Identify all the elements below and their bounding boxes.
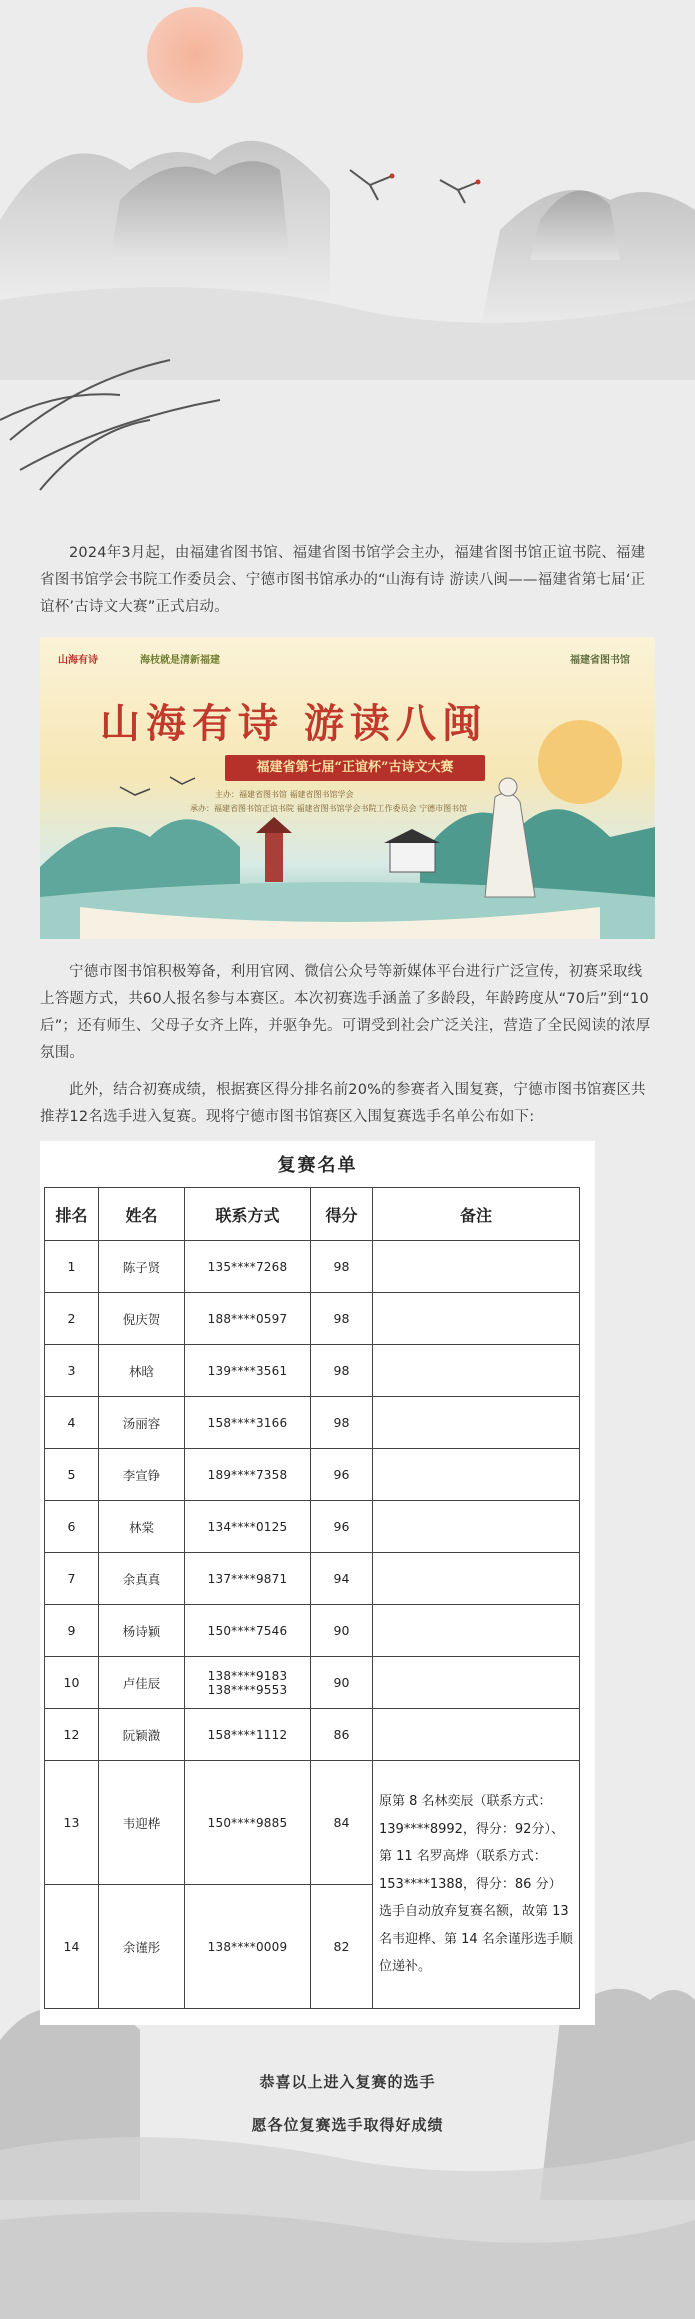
table-row (45, 1709, 580, 1761)
cell-contact: 137****9871 (185, 1553, 311, 1605)
cell-note (373, 1553, 580, 1605)
contest-banner (40, 637, 655, 939)
table-header-row (45, 1188, 580, 1241)
cell-name: 汤丽容 (99, 1397, 185, 1449)
table-row (45, 1293, 580, 1345)
cell-note (373, 1501, 580, 1553)
finalist-table (44, 1187, 580, 2009)
cell-name: 杨诗颖 (99, 1605, 185, 1657)
cell-rank: 12 (45, 1709, 99, 1761)
cell-rank: 10 (45, 1657, 99, 1709)
table-row (45, 1605, 580, 1657)
cell-score: 84 (311, 1761, 373, 1885)
article-body (40, 540, 655, 2157)
banner-logo-mid: 海枝就是清新福建 (140, 655, 220, 666)
paragraph-promotion: 宁德市图书馆积极筹备，利用官网、微信公众号等新媒体平台进行广泛宣传，初赛采取线上答题方式，共60人报名参与本赛区。本次初赛选手涵盖了多龄段，年龄跨度从“70后”到“10后”；还有师生、父母子女齐上阵，并驱争先。可谓受到社会广泛关注，营造了全民阅读的浓厚氛围。 (40, 964, 651, 1061)
cell-name: 阮颖瀓 (99, 1709, 185, 1761)
cell-note (373, 1449, 580, 1501)
table-row (45, 1397, 580, 1449)
cell-note (373, 1709, 580, 1761)
cell-name: 林棠 (99, 1501, 185, 1553)
table-title: 复赛名单 (277, 1155, 358, 1176)
cell-score: 90 (311, 1605, 373, 1657)
header-name: 姓名 (99, 1188, 185, 1241)
cell-rank: 2 (45, 1293, 99, 1345)
closing-congratulations: 恭喜以上进入复赛的选手 (259, 2073, 436, 2091)
cell-name: 卢佳辰 (99, 1657, 185, 1709)
sun-icon (147, 7, 243, 103)
cell-rank: 4 (45, 1397, 99, 1449)
cell-note-merged: 原第 8 名林奕辰（联系方式：139****8992，得分：92分）、第 11 名罗高烨（联系方式：153****1388，得分：86 分）选手自动放弃复赛名额，故第 13 名韦迎桦、第 14 名余谨彤选手顺位递补。 (373, 1761, 580, 2009)
paragraph-selection: 此外，结合初赛成绩，根据赛区得分排名前20%的参赛者入围复赛，宁德市图书馆赛区共推荐12名选手进入复赛。现将宁德市图书馆赛区入围复赛选手名单公布如下: (40, 1082, 646, 1125)
cell-score: 98 (311, 1345, 373, 1397)
header-rank: 排名 (45, 1188, 99, 1241)
header-contact: 联系方式 (185, 1188, 311, 1241)
cell-score: 90 (311, 1657, 373, 1709)
cell-rank: 5 (45, 1449, 99, 1501)
cell-rank: 6 (45, 1501, 99, 1553)
header-note: 备注 (373, 1188, 580, 1241)
table-row (45, 1761, 580, 1885)
banner-logo-left: 山海有诗 (58, 655, 98, 666)
cell-name: 余谨彤 (99, 1885, 185, 2009)
cell-score: 94 (311, 1553, 373, 1605)
banner-subtitle: 福建省第七届“正谊杯”古诗文大赛 (225, 755, 485, 781)
cell-name: 林晗 (99, 1345, 185, 1397)
cell-score: 98 (311, 1397, 373, 1449)
banner-organizers-line2: 承办：福建省图书馆正谊书院 福建省图书馆学会书院工作委员会 宁德市图书馆 (190, 804, 468, 813)
cell-contact: 134****0125 (185, 1501, 311, 1553)
cell-note (373, 1345, 580, 1397)
cell-rank: 13 (45, 1761, 99, 1885)
cell-note (373, 1293, 580, 1345)
banner-logo-right: 福建省图书馆 (570, 655, 630, 666)
table-row (45, 1657, 580, 1709)
banner-organizers-line1: 主办：福建省图书馆 福建省图书馆学会 (215, 790, 354, 799)
cell-note (373, 1241, 580, 1293)
contact-line-1: 138****9183 (207, 1668, 288, 1683)
cell-score: 96 (311, 1501, 373, 1553)
contact-line-2: 138****9553 (207, 1682, 288, 1697)
cell-contact: 158****3166 (185, 1397, 311, 1449)
closing-block (40, 2071, 655, 2135)
cell-name: 陈子贤 (99, 1241, 185, 1293)
cell-note (373, 1397, 580, 1449)
banner-title: 山海有诗 游读八闽 (100, 700, 488, 747)
cell-note (373, 1657, 580, 1709)
cell-contact (185, 1657, 311, 1709)
table-row (45, 1345, 580, 1397)
cell-contact: 188****0597 (185, 1293, 311, 1345)
cell-score: 82 (311, 1885, 373, 2009)
cell-rank: 7 (45, 1553, 99, 1605)
table-row (45, 1449, 580, 1501)
cell-score: 96 (311, 1449, 373, 1501)
banner-landscape (40, 637, 655, 939)
cell-rank: 1 (45, 1241, 99, 1293)
cell-contact: 139****3561 (185, 1345, 311, 1397)
cell-contact: 158****1112 (185, 1709, 311, 1761)
table-row (45, 1553, 580, 1605)
cell-contact: 189****7358 (185, 1449, 311, 1501)
intro-paragraph: 2024年3月起，由福建省图书馆、福建省图书馆学会主办，福建省图书馆正谊书院、福建省图书馆学会书院工作委员会、宁德市图书馆承办的“山海有诗 游读八闽——福建省第七届‘正谊杯’古诗文大赛”正式启动。 (40, 545, 646, 615)
cell-rank: 9 (45, 1605, 99, 1657)
cell-rank: 14 (45, 1885, 99, 2009)
cell-score: 98 (311, 1293, 373, 1345)
cell-score: 98 (311, 1241, 373, 1293)
cell-name: 倪庆贺 (99, 1293, 185, 1345)
cell-name: 李宣铮 (99, 1449, 185, 1501)
cell-contact: 150****9885 (185, 1761, 311, 1885)
cell-name: 韦迎桦 (99, 1761, 185, 1885)
closing-wishes: 愿各位复赛选手取得好成绩 (251, 2116, 444, 2134)
header-score: 得分 (311, 1188, 373, 1241)
cell-rank: 3 (45, 1345, 99, 1397)
cell-name: 余真真 (99, 1553, 185, 1605)
table-row (45, 1241, 580, 1293)
finalist-table-card (40, 1141, 595, 2025)
cell-note (373, 1605, 580, 1657)
table-row (45, 1501, 580, 1553)
cell-contact: 150****7546 (185, 1605, 311, 1657)
cell-score: 86 (311, 1709, 373, 1761)
ink-landscape-header (0, 0, 695, 520)
cell-contact: 135****7268 (185, 1241, 311, 1293)
cell-contact: 138****0009 (185, 1885, 311, 2009)
